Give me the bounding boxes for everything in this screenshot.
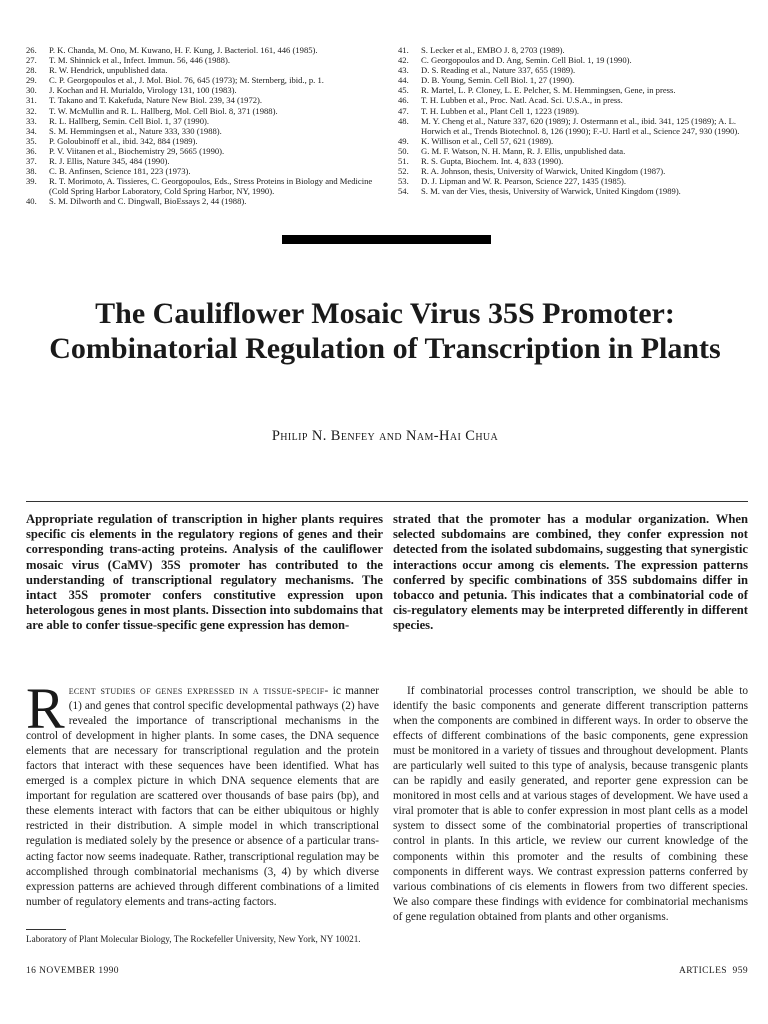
reference-number: 34.	[26, 125, 37, 136]
reference-item	[26, 166, 384, 176]
reference-text: K. Willison et al., Cell 57, 621 (1989).	[421, 135, 554, 146]
lead-in-text: ecent studies of genes expressed in a tissue-specif-	[68, 685, 329, 697]
reference-number: 52.	[398, 166, 409, 177]
reference-item	[398, 95, 748, 105]
reference-item	[398, 116, 748, 136]
reference-number: 35.	[26, 135, 37, 146]
reference-item	[26, 55, 384, 65]
body-right-column: If combinatorial processes control transcription, we should be able to identify the basic components and generate different transcription patterns when the components are combined in different ways. In order to observe the effects of different combinations of the basic components, gene expression must be monitored in a variety of tissues and throughout development. Plants are particularly well suited to this type of analysis, because transgenic plants can be rapidly and easily generated, and reporter gene expression can be monitored in most cells and at various stages of development. We have used a viral promoter that is able to confer expression in most plant cells as a model system to dissect some of the combinatorial properties of transcriptional control in plants. In this article, we review our current knowledge of the components within this promoter and the results of combining these components in different ways. We contrast expression patterns conferred by various combinations of cis elements in flowers from two different species. We also compare these findings with evidence for combinatorial mechanisms of gene regulation obtained from plants and other organisms.	[393, 685, 748, 923]
reference-text: S. Lecker et al., EMBO J. 8, 2703 (1989).	[421, 45, 565, 55]
reference-text: T. Takano and T. Kakefuda, Nature New Biol. 239, 34 (1972).	[49, 95, 263, 106]
reference-item	[26, 146, 384, 156]
reference-number: 42.	[398, 55, 409, 66]
reference-text: C. B. Anfinsen, Science 181, 223 (1973).	[49, 166, 191, 177]
reference-item	[398, 85, 748, 95]
abstract-left: Appropriate regulation of transcription in higher plants requires specific cis elements in the regulatory regions of genes and their corresponding trans-acting proteins. Analysis of the cauliflower mosaic virus (CaMV) 35S promoter has contributed to the understanding of transcriptional regulatory mechanisms. The intact 35S promoter confers constitutive expression upon heterologous genes in most plants. Dissection into subdomains that are able to confer tissue-specific gene expression has demon-	[26, 512, 383, 633]
reference-number: 39.	[26, 176, 37, 187]
reference-item	[398, 176, 748, 186]
reference-number: 46.	[398, 95, 409, 106]
reference-number: 31.	[26, 95, 37, 106]
reference-item	[398, 156, 748, 166]
reference-item	[398, 186, 748, 196]
reference-number: 40.	[26, 196, 37, 207]
reference-number: 53.	[398, 176, 409, 187]
reference-number: 30.	[26, 85, 37, 96]
reference-text: P. V. Viitanen et al., Biochemistry 29, 5665 (1990).	[49, 145, 225, 156]
reference-item	[26, 116, 384, 126]
reference-item	[26, 176, 384, 196]
reference-text: S. M. Hemmingsen et al., Nature 333, 330 (1988).	[49, 125, 222, 136]
section-divider-bar	[282, 235, 491, 244]
reference-item	[26, 85, 384, 95]
footer-page-number: 959	[732, 966, 748, 976]
reference-item	[398, 136, 748, 146]
reference-item	[398, 75, 748, 85]
reference-number: 28.	[26, 65, 37, 76]
article-authors: Philip N. Benfey and Nam-Hai Chua	[271, 428, 499, 444]
reference-item	[398, 106, 748, 116]
reference-item	[26, 75, 384, 85]
author-affiliation: Laboratory of Plant Molecular Biology, The Rockefeller University, New York, NY 10021.	[26, 934, 361, 944]
affiliation-rule	[26, 929, 66, 930]
reference-number: 36.	[26, 145, 37, 156]
reference-number: 32.	[26, 105, 37, 116]
reference-item	[26, 156, 384, 166]
reference-text: G. M. F. Watson, N. H. Mann, R. J. Ellis, unpublished data.	[421, 145, 626, 156]
reference-text: D. B. Young, Semin. Cell Biol. 1, 27 (1990).	[421, 75, 575, 86]
footer-section: ARTICLES	[678, 966, 727, 976]
reference-number: 26.	[26, 45, 37, 55]
reference-text: P. K. Chanda, M. Ono, M. Kuwano, H. F. Kung, J. Bacteriol. 161, 446 (1985).	[49, 45, 318, 55]
reference-number: 47.	[398, 105, 409, 116]
reference-number: 29.	[26, 75, 37, 86]
reference-item	[398, 166, 748, 176]
references-left-column	[26, 45, 384, 207]
article-title: The Cauliflower Mosaic Virus 35S Promoter: Combinatorial Regulation of Transcription in Plants	[49, 297, 721, 365]
reference-item	[26, 106, 384, 116]
reference-text: R. W. Hendrick, unpublished data.	[49, 65, 168, 76]
reference-item	[26, 196, 384, 206]
reference-text: J. Kochan and H. Murialdo, Virology 131, 100 (1983).	[49, 85, 237, 96]
reference-text: R. L. Hallberg, Semin. Cell Biol. 1, 37 (1990).	[49, 115, 210, 126]
reference-item	[398, 45, 748, 55]
reference-number: 33.	[26, 115, 37, 126]
reference-number: 54.	[398, 186, 409, 197]
reference-text: S. M. van der Vies, thesis, University of Warwick, United Kingdom (1989).	[421, 186, 681, 197]
reference-number: 41.	[398, 45, 409, 55]
reference-item	[26, 126, 384, 136]
reference-number: 45.	[398, 85, 409, 96]
reference-item	[398, 55, 748, 65]
reference-text: P. Goloubinoff et al., ibid. 342, 884 (1989).	[49, 135, 198, 146]
abstract-right: strated that the promoter has a modular organization. When selected subdomains are combined, they confer expression not detected from the isolated subdomains, suggesting that synergistic interactions occur among cis elements. The expression patterns conferred by specific combinations of 35S subdomains differ in tobacco and petunia. This indicates that a combinatorial code of cis-regulatory elements may be interpreted differently in different species.	[393, 512, 748, 633]
reference-number: 49.	[398, 135, 409, 146]
reference-number: 27.	[26, 55, 37, 66]
footer-page-info	[679, 966, 748, 976]
reference-number: 51.	[398, 156, 409, 167]
reference-number: 44.	[398, 75, 409, 86]
reference-number: 37.	[26, 156, 37, 167]
body-left-column	[26, 676, 380, 910]
reference-item	[26, 95, 384, 105]
reference-text: R. Martel, L. P. Cloney, L. E. Pelcher, S. M. Hemmingsen, Gene, in press.	[421, 85, 676, 96]
reference-item	[398, 65, 748, 75]
reference-text: T. H. Lubben et al., Plant Cell 1, 1223 (1989).	[421, 105, 580, 116]
abstract-rule	[26, 501, 748, 502]
reference-text: R. S. Gupta, Biochem. Int. 4, 833 (1990).	[421, 156, 564, 167]
reference-text: M. Y. Cheng et al., Nature 337, 620 (1989); J. Ostermann et al., ibid. 341, 125 (1989); A. L. Horwich et al., Trends Biotechnol. 8, 126 (1990); F.-U. Hartl et al., Science 247, 930 (1990).	[421, 115, 740, 136]
reference-number: 50.	[398, 145, 409, 156]
footer-date: 16 NOVEMBER 1990	[26, 966, 119, 976]
reference-number: 43.	[398, 65, 409, 76]
reference-item	[26, 136, 384, 146]
reference-number: 38.	[26, 166, 37, 177]
reference-item	[398, 146, 748, 156]
reference-text: D. J. Lipman and W. R. Pearson, Science 227, 1435 (1985).	[421, 176, 627, 187]
reference-text: T. H. Lubben et al., Proc. Natl. Acad. Sci. U.S.A., in press.	[421, 95, 623, 106]
reference-text: R. A. Johnson, thesis, University of Warwick, United Kingdom (1987).	[421, 166, 666, 177]
reference-text: T. W. McMullin and R. L. Hallberg, Mol. Cell Biol. 8, 371 (1988).	[49, 105, 278, 116]
reference-text: D. S. Reading et al., Nature 337, 655 (1989).	[421, 65, 576, 76]
reference-text: R. T. Morimoto, A. Tissieres, C. Georgopoulos, Eds., Stress Proteins in Biology and Medicine (Cold Spring Harbor Laboratory, Cold Spring Harbor, NY, 1990).	[49, 176, 373, 197]
reference-item	[26, 65, 384, 75]
reference-text: C. P. Georgopoulos et al., J. Mol. Biol. 76, 645 (1973); M. Sternberg, ibid., p. 1.	[49, 75, 324, 86]
reference-number: 48.	[398, 115, 409, 126]
reference-text: T. M. Shinnick et al., Infect. Immun. 56, 446 (1988).	[49, 55, 230, 66]
references-right-column	[398, 45, 748, 196]
reference-text: C. Georgopoulos and D. Ang, Semin. Cell Biol. 1, 19 (1990).	[421, 55, 632, 66]
reference-text: R. J. Ellis, Nature 345, 484 (1990).	[49, 156, 170, 167]
drop-cap: R	[26, 676, 65, 741]
reference-item	[26, 45, 384, 55]
reference-text: S. M. Dilworth and C. Dingwall, BioEssays 2, 44 (1988).	[49, 196, 247, 207]
body-left-text: ic manner (1) and genes that control specific developmental pathways (2) have revealed the importance of transcriptional mechanisms in the control of development in higher plants. In some cases, the DNA sequence elements that are necessary for transcriptional regulation and the protein factors that interact with these sequences have been identified. What has emerged is a complex picture in which DNA sequence elements that are important for regulation are scattered over thousands of base pairs (bp), and these elements interact with factors that can be either ubiquitous or highly restricted in their distribution. A simple model in which transcriptional regulation is mediated solely by the presence or absence of a particular trans-acting factor now seems inadequate. Rather, transcriptional regulation may be accomplished through combinatorial mechanisms (3, 4) by which diverse expression patterns are achieved through different combinations of a limited number of regulatory elements and trans-acting factors.	[26, 685, 380, 908]
